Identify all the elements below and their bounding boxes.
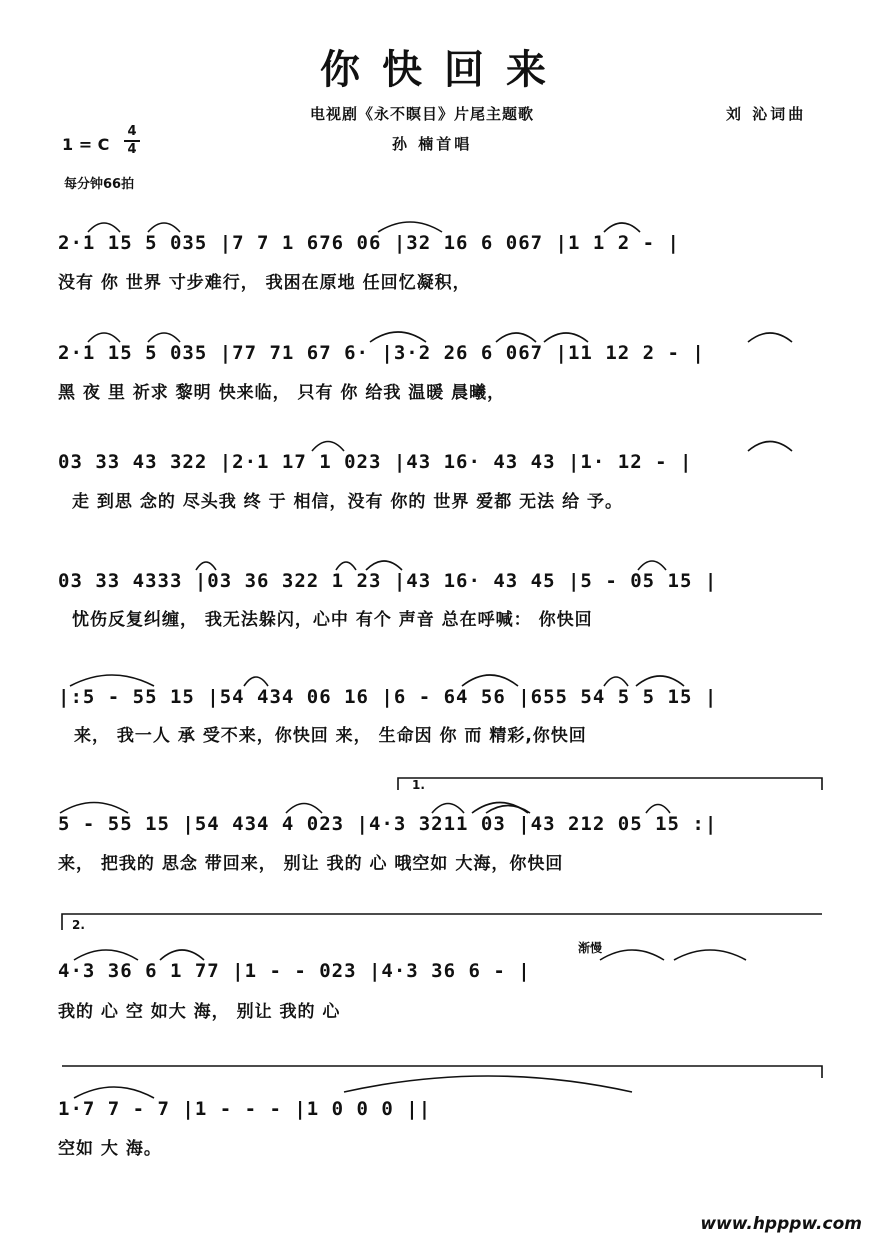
slur [636, 676, 684, 686]
lyrics-row-1: 没有 你 世界 寸步难行， 我困在原地 任回忆凝积， [58, 273, 471, 293]
volta-2-label: 2. [72, 918, 85, 932]
slur [148, 333, 180, 342]
slur [378, 222, 442, 232]
singer-credit: 孙 楠首唱 [392, 135, 473, 153]
slur [748, 442, 792, 452]
time-sig-top: 4 [127, 124, 137, 139]
slur [600, 950, 664, 960]
slur [604, 677, 628, 686]
slur [486, 806, 530, 814]
slur [196, 562, 216, 570]
notation-row-2: 2·1 15 5 035 |77 71 67 6· |3·2 26 6 067 |11 12 2 - | [58, 342, 705, 364]
lyrics-row-3: 走 到思 念的 尽头我 终 于 相信，没有 你的 世界 爱都 无法 给 予。 [72, 492, 624, 512]
notation-row-1: 2·1 15 5 035 |7 7 1 676 06 |32 16 6 067 |1 1 2 - | [58, 232, 680, 254]
slur [88, 333, 120, 342]
tempo-marking: 每分钟66拍 [64, 177, 135, 192]
slur [544, 333, 588, 342]
notation-row-8: 1·7 7 - 7 |1 - - - |1 0 0 0 || [58, 1098, 432, 1120]
notation-row-7: 4·3 36 6 1 77 |1 - - 023 |4·3 36 6 - | [58, 960, 531, 982]
slur [148, 223, 180, 232]
notation-row-6: 5 - 55 15 |54 434 4 023 |4·3 3211 03 |43 212 05 15 :| [58, 813, 718, 835]
site-watermark: www.hpppw.com [700, 1214, 862, 1234]
tempo-change-mark: 渐慢 [578, 941, 603, 955]
slur [370, 332, 426, 342]
phrase-line [62, 1066, 822, 1078]
slur [638, 561, 666, 570]
slur [604, 223, 640, 232]
notation-row-3: 03 33 43 322 |2·1 17 1 023 |43 16· 43 43 |1· 12 - | [58, 451, 693, 473]
lyrics-row-8: 空如 大 海。 [58, 1139, 162, 1159]
slur [432, 804, 464, 814]
slur [674, 950, 746, 960]
lyrics-row-2: 黑 夜 里 祈求 黎明 快来临， 只有 你 给我 温暖 晨曦， [58, 383, 506, 403]
slur [496, 333, 536, 342]
key-signature: 1 = C [62, 135, 110, 154]
slur [748, 333, 792, 342]
lyrics-row-7: 我的 心 空 如大 海， 别让 我的 心 [58, 1002, 341, 1022]
lyrics-row-4: 忧伤反复纠缠， 我无法躲闪，心中 有个 声音 总在呼喊： 你快回 [72, 610, 593, 630]
composer-credit: 刘 沁词曲 [726, 105, 807, 123]
slur [344, 1076, 632, 1092]
slur [70, 675, 154, 686]
volta-2-bracket [62, 914, 822, 930]
slur [462, 675, 518, 686]
volta-1-label: 1. [412, 778, 425, 792]
time-sig-bottom: 4 [124, 140, 140, 158]
lyrics-row-5: 来， 我一人 承 受不来，你快回 来， 生命因 你 而 精彩,你快回 [74, 726, 587, 746]
slur [88, 223, 120, 232]
slur [336, 562, 356, 570]
notation-row-5: |:5 - 55 15 |54 434 06 16 |6 - 64 56 |655 54 5 5 15 | [58, 686, 718, 708]
slur [286, 804, 322, 814]
slur [312, 442, 344, 452]
lyrics-row-6: 来， 把我的 思念 带回来， 别让 我的 心 哦空如 大海，你快回 [58, 854, 564, 874]
slur [74, 1087, 154, 1098]
notation-row-4: 03 33 4333 |03 36 322 1 23 |43 16· 43 45 |5 - 05 15 | [58, 570, 718, 592]
volta-1-bracket [398, 778, 822, 790]
slur [60, 803, 128, 814]
subtitle: 电视剧《永不瞑目》片尾主题歌 [310, 105, 535, 123]
slur [74, 950, 138, 960]
slur [366, 561, 402, 570]
song-title: 你快回来 [320, 47, 568, 93]
slur [244, 677, 268, 686]
slur [160, 950, 204, 960]
slur [646, 805, 670, 814]
